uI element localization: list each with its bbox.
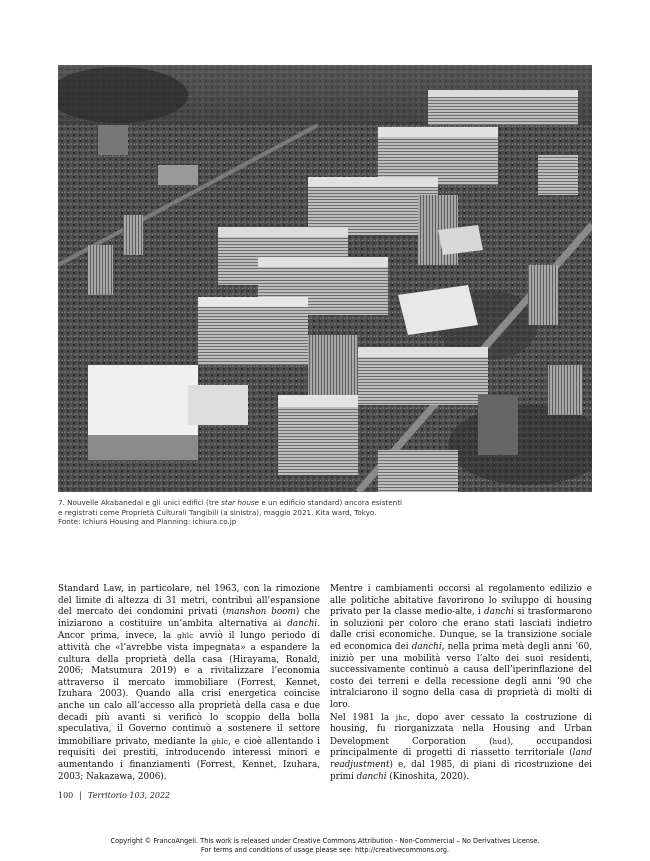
caption-source: Fonte: Ichiura Housing and Planning: ichiura.co.jp bbox=[58, 517, 237, 527]
caption-text: e un edificio standard) ancora esistenti bbox=[259, 498, 403, 507]
italic-term: land readjustment bbox=[330, 748, 592, 770]
text-run: . Ancor prima, invece, la bbox=[58, 618, 320, 642]
journal-title: Territorio 103, 2022 bbox=[87, 791, 171, 800]
acronym: jhc bbox=[395, 712, 408, 722]
text-run: (Kinoshita, 2020). bbox=[386, 771, 470, 782]
text-run: Nel 1981 la bbox=[330, 712, 396, 723]
italic-term: danchi bbox=[287, 618, 318, 629]
aerial-photo bbox=[58, 65, 592, 492]
italic-term: danchi bbox=[411, 641, 442, 652]
right-text-column bbox=[330, 584, 592, 783]
copyright-line: Copyright © FrancoAngeli. This work is released under Creative Commons Attribution - Non-Commercial – No Derivatives License. bbox=[110, 837, 540, 845]
text-run: , nella prima metà degli anni ’60, iniziò per una mobilità verso l’alto dei suoi residenti, successivamente continuò a causa dell’iperinflazione del costo dei terreni e della recessione degli anni ’90 che intralciarono il sogno della casa di proprietà di molti di loro. bbox=[330, 641, 593, 710]
acronym: ghlc bbox=[177, 631, 194, 641]
figure-caption bbox=[58, 498, 592, 527]
text-run: Standard Law, in particolare, nel 1963, con la rimozione del limite di altezza di 31 metri, contribuì all’espansione del mercato dei condomini privati ( bbox=[58, 584, 320, 618]
acronym: hud bbox=[492, 736, 508, 746]
license-terms-line: For terms and conditions of usage please see: http://creativecommons.org. bbox=[200, 846, 450, 854]
italic-term: manshon boom bbox=[225, 607, 296, 618]
caption-text: 7. Nouvelle Akabanedai e gli unici edifici (tre bbox=[58, 498, 222, 507]
text-run: si trasformarono in soluzioni per coloro che erano stati lasciati indietro dalle crisi economiche. Dunque, se la transizione sociale ed economica dei bbox=[330, 607, 592, 652]
paragraph bbox=[330, 712, 592, 784]
text-run: , dopo aver cessato la costruzione di housing, fu riorganizzata nella Housing and Urban Development Corporation ( bbox=[330, 712, 592, 747]
text-run: avviò il lungo periodo di attività che «l’avrebbe vista impegnata» a espandere la cultura della proprietà della casa (Hirayama, Ronald, 2006; Matsumura 2019) e a rivitalizzare l’economia attraverso il mercato immobiliare (Forrest, Kennet, Izuhara 2003). Quando alla crisi energetica coincise anche un calo all’accesso alla proprietà della casa e due decadi più avanti si verificò lo scoppio della bolla speculativa, il Governo continuò a sostenere il settore immobiliare privato, mediante la bbox=[58, 631, 320, 747]
text-run: Mentre i cambiamenti occorsi al regolamento edilizio e alle politiche abitative favorirono lo sviluppo di housing privato per la classe medio-alte, i bbox=[330, 584, 592, 618]
italic-term: danchi bbox=[356, 771, 387, 782]
text-run: ), occupandosi principalmente di progetti di riassetto territoriale ( bbox=[330, 736, 592, 759]
page-footer bbox=[58, 791, 170, 800]
text-run: ) che iniziarono a costituire un’ambita alternativa ai bbox=[58, 607, 321, 629]
caption-line-1 bbox=[58, 498, 592, 508]
footer-separator: | bbox=[79, 791, 82, 800]
copyright-notice bbox=[0, 837, 650, 855]
page-number: 100 bbox=[58, 791, 74, 800]
paragraph bbox=[58, 584, 320, 783]
left-text-column bbox=[58, 584, 320, 783]
paragraph bbox=[330, 584, 592, 712]
text-run: ) e, dal 1985, di piani di ricostruzione dei primi bbox=[330, 759, 592, 782]
aerial-photo-illustration bbox=[58, 65, 592, 492]
text-run: , e cioè allentando i requisiti dei prestiti, introducendo interessi minori e aumentando i finanziamenti (Forrest, Kennet, Izuhara, 2003; Nakazawa, 2006). bbox=[58, 736, 320, 782]
caption-line-2: e registrati come Proprietà Culturali Tangibili (a sinistra), maggio 2021. Kita ward, Tokyo. bbox=[58, 507, 377, 517]
italic-term: danchi bbox=[483, 607, 514, 618]
acronym: ghlc bbox=[211, 736, 228, 746]
caption-emphasis: star house bbox=[221, 498, 260, 507]
